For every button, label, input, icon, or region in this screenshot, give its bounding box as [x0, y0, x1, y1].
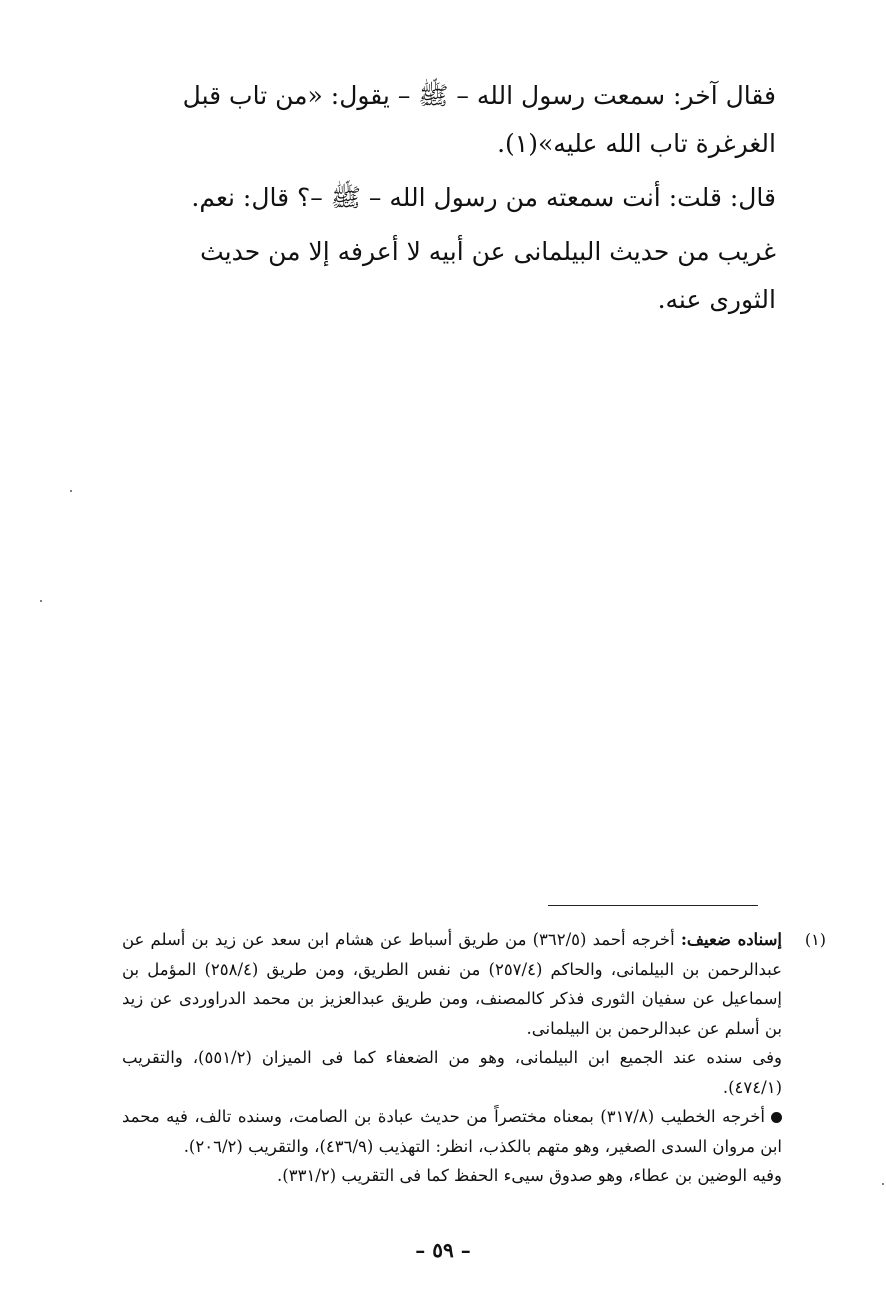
footnote-marker: (١) — [804, 930, 826, 949]
main-paragraph-1: فقال آخر: سمعت رسول الله – ﷺ – يقول: «من تاب قبل الغرغرة تاب الله عليه»(١). — [182, 81, 776, 158]
footnote-lead: إسناده ضعيف: — [680, 930, 782, 949]
scan-speck — [882, 1183, 884, 1185]
footnote-paragraph-3 — [122, 1102, 782, 1161]
footnote-paragraph-1 — [122, 925, 782, 1043]
page-number: – ٥٩ – — [415, 1238, 471, 1262]
footnote-paragraph-2: وفى سنده عند الجميع ابن البيلمانى، وهو من الضعفاء كما فى الميزان (٥٥١/٢)، والتقريب (٤٧٤/١). — [122, 1048, 783, 1097]
footnote-separator — [548, 905, 758, 906]
main-text — [136, 72, 776, 324]
footnote-text-3: أخرجه الخطيب (٣١٧/٨) بمعناه مختصراً من حديث عبادة بن الصامت، وسنده تالف، فيه محمد ابن مروان السدى الصغير، وهو متهم بالكذب، انظر: التهذيب (٤٣٦/٩)، والتقريب (٢٠٦/٢). — [122, 1107, 782, 1156]
scan-speck — [70, 490, 72, 492]
main-paragraph-2: قال: قلت: أنت سمعته من رسول الله – ﷺ –؟ قال: نعم. — [191, 183, 776, 212]
footnote-text-1: أخرجه أحمد (٣٦٢/٥) من طريق أسباط عن هشام ابن سعد عن زيد بن أسلم عن عبدالرحمن بن البيلمانى، والحاكم (٢٥٧/٤) من نفس الطريق، ومن طريق (٢٥٨/٤) المؤمل بن إسماعيل عن سفيان الثورى فذكر كالمصنف، ومن طريق عبدالعزيز بن محمد الدراوردى عن زيد بن أسلم عن عبدالرحمن بن البيلمانى. — [122, 930, 783, 1038]
main-paragraph-3: غريب من حديث البيلمانى عن أبيه لا أعرفه إلا من حديث الثورى عنه. — [200, 237, 776, 314]
scan-speck — [40, 600, 42, 602]
footnotes — [122, 925, 826, 1191]
bullet-icon — [771, 1112, 782, 1123]
footnote-paragraph-4: وفيه الوضين بن عطاء، وهو صدوق سيىء الحفظ كما فى التقريب (٣٣١/٢). — [277, 1166, 782, 1185]
